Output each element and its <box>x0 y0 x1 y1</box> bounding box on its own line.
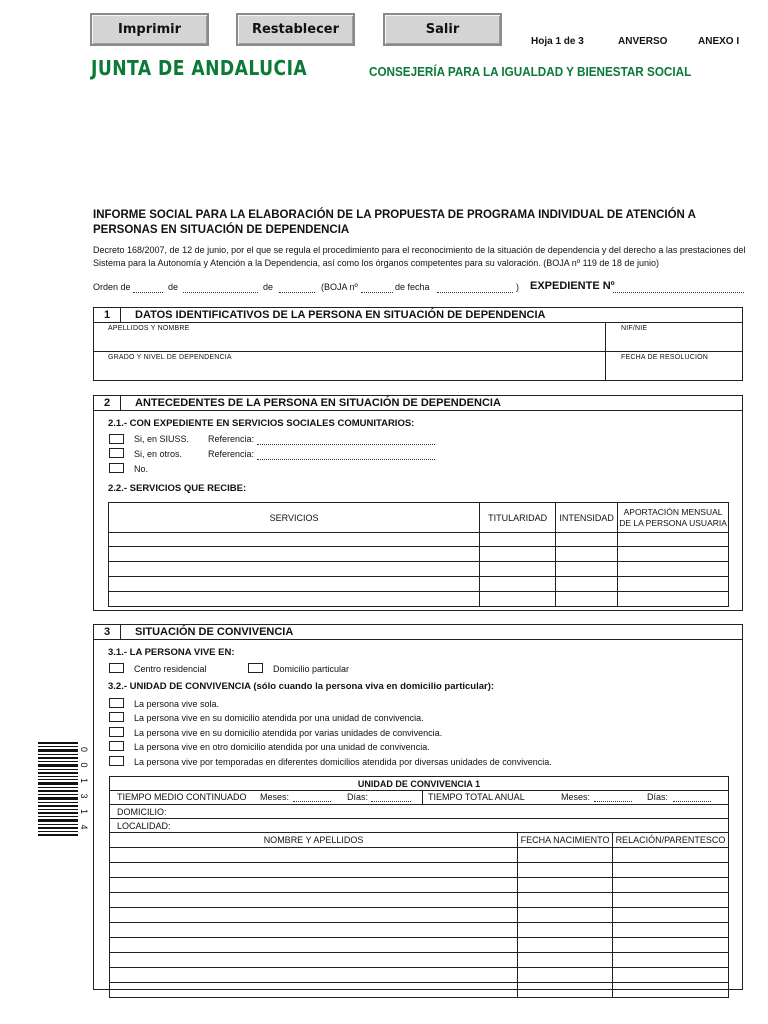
table-cell[interactable] <box>518 968 613 983</box>
centro-residencial-checkbox[interactable] <box>109 663 124 673</box>
table-row <box>110 968 729 983</box>
table-cell[interactable] <box>518 983 613 998</box>
section-3-1-heading: 3.1.- LA PERSONA VIVE EN: <box>108 647 235 658</box>
table-cell[interactable] <box>109 562 480 577</box>
otros-label: Si, en otros. <box>134 449 183 459</box>
table-cell[interactable] <box>109 547 480 562</box>
referencia-siuss-field[interactable] <box>257 444 435 445</box>
localidad-label: LOCALIDAD: <box>117 820 171 831</box>
section-3 <box>93 624 743 990</box>
unidad-title: UNIDAD DE CONVIVENCIA 1 <box>110 777 729 791</box>
table-row <box>110 893 729 908</box>
document-title: INFORME SOCIAL PARA LA ELABORACIÓN DE LA PROPUESTA DE PROGRAMA INDIVIDUAL DE ATENCIÓN A PERSONAS EN SITUACIÓN DE DEPENDENCIA <box>93 209 696 236</box>
temporadas-checkbox[interactable] <box>109 756 124 766</box>
varias-unidades-label: La persona vive en su domicilio atendida por varias unidades de convivencia. <box>134 728 443 738</box>
table-cell[interactable] <box>518 908 613 923</box>
orden-day-field[interactable] <box>133 292 163 293</box>
nombre-col-header: NOMBRE Y APELLIDOS <box>110 833 518 848</box>
domicilio-particular-label: Domicilio particular <box>273 664 350 674</box>
una-unidad-checkbox[interactable] <box>109 712 124 722</box>
table-cell[interactable] <box>612 863 728 878</box>
dias-label-1: Días: <box>347 792 369 802</box>
table-cell[interactable] <box>556 533 618 547</box>
meses-field-2[interactable] <box>594 801 632 802</box>
table-cell[interactable] <box>556 592 618 607</box>
table-row <box>109 562 729 577</box>
table-cell[interactable] <box>518 893 613 908</box>
expediente-field[interactable] <box>613 292 744 293</box>
table-cell[interactable] <box>110 938 518 953</box>
reset-button[interactable]: Restablecer <box>236 13 355 46</box>
referencia-label-2: Referencia: <box>208 449 255 459</box>
intensidad-col-header: INTENSIDAD <box>556 503 618 533</box>
otros-checkbox[interactable] <box>109 448 124 458</box>
table-cell[interactable] <box>110 983 518 998</box>
section-1-header <box>94 308 742 323</box>
section-3-header <box>94 625 742 640</box>
table-row <box>109 592 729 607</box>
boja-number-field[interactable] <box>361 292 393 293</box>
table-cell[interactable] <box>612 923 728 938</box>
no-label: No. <box>134 464 149 474</box>
domicilio-particular-checkbox[interactable] <box>248 663 263 673</box>
apellidos-label: APELLIDOS Y NOMBRE <box>108 325 190 332</box>
table-row <box>110 878 729 893</box>
table-cell[interactable] <box>612 983 728 998</box>
decreto-text: Decreto 168/2007, de 12 de junio, por el que se regula el procedimiento para el reconocimiento de la situación de dependencia y del derecho a las prestaciones del Sistema para la Autonomía y Atención a la Dependencia, así como los órganos competentes para su valoración. (BOJA nº 119 de 18 de junio) <box>93 245 746 268</box>
tiempo-row <box>110 791 729 805</box>
side-label: ANVERSO <box>618 36 668 47</box>
table-cell[interactable] <box>556 547 618 562</box>
section-2-2-heading: 2.2.- SERVICIOS QUE RECIBE: <box>108 483 247 494</box>
meses-label-2: Meses: <box>561 792 591 802</box>
table-cell[interactable] <box>556 577 618 592</box>
section-2 <box>93 395 743 611</box>
table-cell[interactable] <box>480 577 556 592</box>
table-cell[interactable] <box>618 533 729 547</box>
siuss-label: Si, en SIUSS. <box>134 434 190 444</box>
table-cell[interactable] <box>612 848 728 863</box>
domicilio-label: DOMICILIO: <box>117 806 167 817</box>
table-cell[interactable] <box>518 848 613 863</box>
nif-label: NIF/NIE <box>621 325 648 332</box>
table-cell[interactable] <box>480 562 556 577</box>
orden-de-label-2: de <box>263 282 274 292</box>
centro-residencial-label: Centro residencial <box>134 664 207 674</box>
consejeria-title: CONSEJERÍA PARA LA IGUALDAD Y BIENESTAR SOCIAL <box>369 64 692 79</box>
tiempo-divider <box>422 791 423 804</box>
table-row <box>110 938 729 953</box>
temporadas-label: La persona vive por temporadas en diferentes domicilios atendida por diversas unidades de convivencia. <box>134 757 552 767</box>
table-cell[interactable] <box>612 968 728 983</box>
print-button[interactable]: Imprimir <box>90 13 209 46</box>
una-unidad-label: La persona vive en su domicilio atendida por una unidad de convivencia. <box>134 713 424 723</box>
table-cell[interactable] <box>110 893 518 908</box>
meses-label-1: Meses: <box>260 792 290 802</box>
table-cell[interactable] <box>618 562 729 577</box>
section-2-number: 2 <box>94 396 121 410</box>
fecha-field[interactable] <box>437 292 513 293</box>
table-cell[interactable] <box>556 562 618 577</box>
table-cell[interactable] <box>612 893 728 908</box>
varias-unidades-checkbox[interactable] <box>109 727 124 737</box>
section-2-header <box>94 396 742 411</box>
tiempo-medio-label: TIEMPO MEDIO CONTINUADO <box>117 792 247 802</box>
domicilio-field[interactable] <box>110 805 729 819</box>
section-3-title: SITUACIÓN DE CONVIVENCIA <box>135 626 294 638</box>
otro-domicilio-label: La persona vive en otro domicilio atendida por una unidad de convivencia. <box>134 742 430 752</box>
table-cell[interactable] <box>612 953 728 968</box>
fecha-nacimiento-col-header: FECHA NACIMIENTO <box>518 833 613 848</box>
no-checkbox[interactable] <box>109 463 124 473</box>
table-row <box>110 923 729 938</box>
vive-sola-label: La persona vive sola. <box>134 699 220 709</box>
section-1-title: DATOS IDENTIFICATIVOS DE LA PERSONA EN SITUACIÓN DE DEPENDENCIA <box>135 309 546 321</box>
table-cell[interactable] <box>518 923 613 938</box>
table-cell[interactable] <box>109 577 480 592</box>
table-cell[interactable] <box>110 968 518 983</box>
orden-year-field[interactable] <box>279 292 315 293</box>
orden-row <box>93 280 745 294</box>
servicios-col-header: SERVICIOS <box>109 503 480 533</box>
servicios-table <box>108 502 729 607</box>
table-cell[interactable] <box>618 577 729 592</box>
orden-month-field[interactable] <box>183 292 258 293</box>
section-1 <box>93 307 743 381</box>
table-row <box>110 953 729 968</box>
relacion-col-header: RELACIÓN/PARENTESCO <box>612 833 728 848</box>
section-1-number: 1 <box>94 308 121 322</box>
section-2-title: ANTECEDENTES DE LA PERSONA EN SITUACIÓN DE DEPENDENCIA <box>135 397 501 409</box>
tiempo-total-label: TIEMPO TOTAL ANUAL <box>428 792 525 802</box>
table-row <box>109 533 729 547</box>
sheet-number: Hoja 1 de 3 <box>531 36 584 47</box>
barcode-image <box>38 742 78 836</box>
table-row <box>109 547 729 562</box>
table-cell[interactable] <box>518 878 613 893</box>
table-cell[interactable] <box>618 547 729 562</box>
table-cell[interactable] <box>109 533 480 547</box>
section-1-row-divider <box>94 351 742 352</box>
exit-button[interactable]: Salir <box>383 13 502 46</box>
table-cell[interactable] <box>480 533 556 547</box>
table-cell[interactable] <box>518 863 613 878</box>
referencia-label-1: Referencia: <box>208 434 255 444</box>
table-cell[interactable] <box>480 592 556 607</box>
table-cell[interactable] <box>618 592 729 607</box>
junta-logo: JUNTA DE ANDALUCIA <box>91 56 308 80</box>
expediente-label: EXPEDIENTE Nº <box>530 280 615 292</box>
fecha-label: de fecha <box>395 282 430 292</box>
section-2-1-heading: 2.1.- CON EXPEDIENTE EN SERVICIOS SOCIALES COMUNITARIOS: <box>108 418 415 429</box>
table-row <box>110 983 729 998</box>
table-cell[interactable] <box>612 938 728 953</box>
barcode-number: 0 0 1 3 1 4 <box>79 747 89 834</box>
referencia-otros-field[interactable] <box>257 459 435 460</box>
table-cell[interactable] <box>110 848 518 863</box>
table-cell[interactable] <box>110 908 518 923</box>
section-3-2-heading: 3.2.- UNIDAD DE CONVIVENCIA (sólo cuando la persona viva en domicilio particular): <box>108 681 495 692</box>
table-cell[interactable] <box>480 547 556 562</box>
section-3-number: 3 <box>94 625 121 639</box>
table-cell[interactable] <box>110 953 518 968</box>
dias-label-2: Días: <box>647 792 669 802</box>
table-row <box>110 908 729 923</box>
siuss-checkbox[interactable] <box>109 434 124 444</box>
annex-label: ANEXO I <box>698 36 740 47</box>
table-cell[interactable] <box>110 863 518 878</box>
dias-field-1[interactable] <box>371 801 411 802</box>
dias-field-2[interactable] <box>673 801 711 802</box>
table-cell[interactable] <box>109 592 480 607</box>
table-row <box>109 577 729 592</box>
table-cell[interactable] <box>612 878 728 893</box>
fecha-resolucion-label: FECHA DE RESOLUCION <box>621 354 709 361</box>
table-row <box>110 863 729 878</box>
table-cell[interactable] <box>612 908 728 923</box>
grado-label: GRADO Y NIVEL DE DEPENDENCIA <box>108 354 232 361</box>
titularidad-col-header: TITULARIDAD <box>480 503 556 533</box>
otro-domicilio-checkbox[interactable] <box>109 741 124 751</box>
orden-label: Orden de <box>93 282 131 292</box>
localidad-field[interactable] <box>110 819 729 833</box>
vive-sola-checkbox[interactable] <box>109 698 124 708</box>
aportacion-col-header: APORTACIÓN MENSUAL DE LA PERSONA USUARIA <box>618 503 729 533</box>
table-cell[interactable] <box>110 923 518 938</box>
table-cell[interactable] <box>110 878 518 893</box>
table-cell[interactable] <box>518 938 613 953</box>
table-row <box>110 848 729 863</box>
boja-label: (BOJA nº <box>321 282 358 292</box>
table-cell[interactable] <box>518 953 613 968</box>
orden-de-label: de <box>168 282 179 292</box>
unidad-convivencia-table <box>109 776 729 998</box>
meses-field-1[interactable] <box>293 801 331 802</box>
orden-close: ) <box>516 282 519 292</box>
